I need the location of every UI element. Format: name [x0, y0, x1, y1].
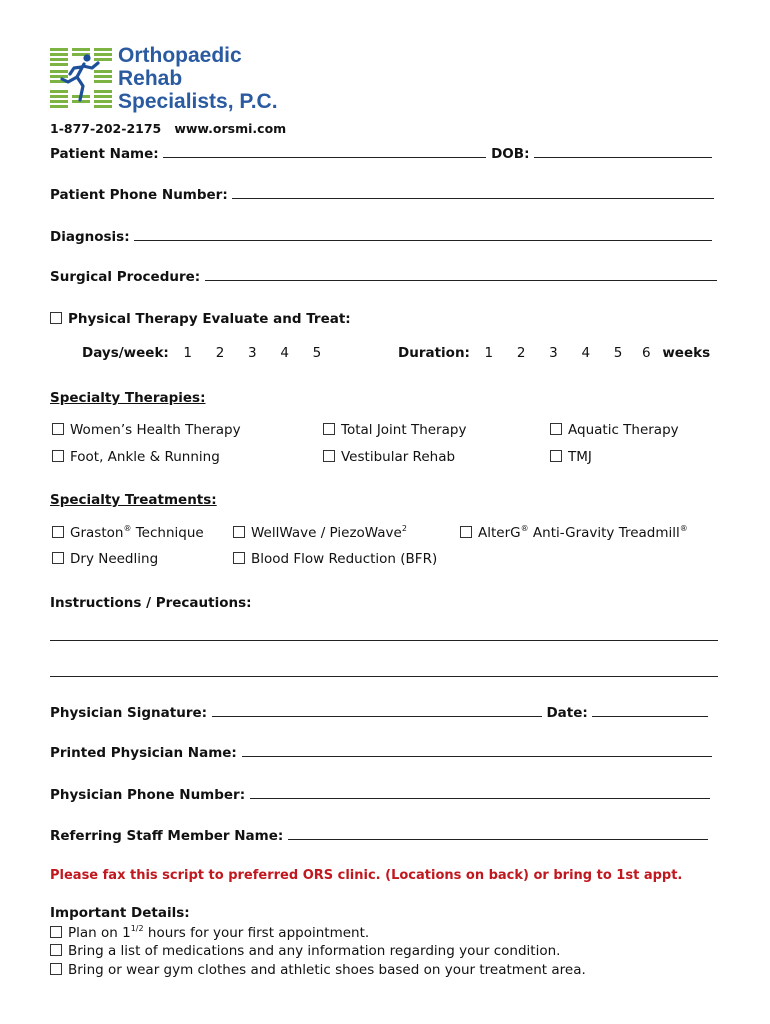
referring-label: Referring Staff Member Name:	[50, 828, 284, 844]
treatment-alterg[interactable]	[460, 524, 688, 541]
detail-text: Bring a list of medications and any information regarding your condition.	[68, 943, 561, 959]
therapy-option[interactable]	[550, 422, 679, 438]
treatment-checkbox[interactable]	[52, 526, 64, 538]
therapy-checkbox[interactable]	[323, 423, 335, 435]
fax-note: Please fax this script to preferred ORS clinic. (Locations on back) or bring to 1st appt.	[50, 868, 683, 883]
detail-item-clothes	[50, 962, 586, 978]
treatment-checkbox[interactable]	[233, 552, 245, 564]
date-label: Date:	[546, 705, 588, 721]
logo	[50, 44, 300, 116]
detail-checkbox[interactable]	[50, 944, 62, 956]
alterg-suffix: Anti-Gravity Treadmill	[528, 525, 680, 541]
therapy-label: Foot, Ankle & Running	[70, 449, 220, 465]
logo-line-3: Specialists, P.C.	[118, 90, 278, 113]
treatment-graston[interactable]	[52, 524, 204, 541]
physician-phone-label: Physician Phone Number:	[50, 787, 246, 803]
days-option[interactable]: 5	[312, 345, 322, 361]
weeks-label: weeks	[662, 345, 711, 361]
physician-signature-label: Physician Signature:	[50, 705, 208, 721]
patient-name-label: Patient Name:	[50, 146, 159, 162]
duration-label: Duration:	[398, 345, 470, 361]
therapy-checkbox[interactable]	[52, 450, 64, 462]
referring-row	[50, 827, 708, 844]
therapy-label: TMJ	[568, 449, 592, 465]
patient-name-row	[50, 145, 712, 162]
graston-label: Graston	[70, 525, 124, 541]
dob-field[interactable]	[534, 145, 712, 158]
logo-line-2: Rehab	[118, 67, 183, 90]
duration-option[interactable]: 3	[549, 345, 558, 361]
patient-phone-field[interactable]	[232, 186, 714, 199]
therapy-checkbox[interactable]	[52, 423, 64, 435]
therapy-label: Aquatic Therapy	[568, 422, 679, 438]
bfr-label: Blood Flow Reduction (BFR)	[251, 551, 438, 567]
registered-mark: ®	[520, 524, 529, 533]
days-option[interactable]: 3	[248, 345, 257, 361]
pt-row	[50, 311, 351, 327]
treatment-bfr[interactable]	[233, 551, 437, 567]
plan-suffix: hours for your first appointment.	[143, 925, 370, 941]
printed-name-row	[50, 744, 712, 761]
duration-option[interactable]: 2	[516, 345, 526, 361]
duration-option[interactable]: 1	[484, 345, 494, 361]
plan-prefix: Plan on 1	[68, 925, 131, 941]
diagnosis-row	[50, 228, 712, 245]
physician-phone-row	[50, 786, 710, 803]
plan-superscript: 1/2	[130, 924, 144, 933]
running-figure-logo-icon	[50, 44, 114, 114]
referring-field[interactable]	[288, 827, 708, 840]
patient-name-field[interactable]	[163, 145, 486, 158]
duration-option[interactable]: 4	[581, 345, 591, 361]
patient-phone-row	[50, 186, 714, 203]
printed-name-field[interactable]	[242, 744, 712, 757]
detail-item-plan	[50, 924, 369, 941]
treatment-checkbox[interactable]	[52, 552, 64, 564]
days-label: Days/week:	[82, 345, 169, 361]
diagnosis-label: Diagnosis:	[50, 229, 130, 245]
contact-line	[50, 121, 286, 136]
details-heading: Important Details:	[50, 905, 190, 921]
surgical-label: Surgical Procedure:	[50, 269, 201, 285]
registered-mark: ®	[123, 524, 132, 533]
treatments-heading: Specialty Treatments:	[50, 492, 217, 508]
clinic-website[interactable]: www.orsmi.com	[174, 121, 287, 136]
therapy-option[interactable]	[52, 422, 241, 438]
alterg-label: AlterG	[478, 525, 521, 541]
days-row	[82, 345, 341, 361]
superscript: 2	[401, 524, 407, 533]
pt-label: Physical Therapy Evaluate and Treat:	[68, 311, 351, 327]
physician-signature-row	[50, 704, 708, 721]
treatment-checkbox[interactable]	[460, 526, 472, 538]
surgical-field[interactable]	[205, 268, 717, 281]
duration-option[interactable]: 6	[642, 345, 651, 361]
surgical-row	[50, 268, 717, 285]
graston-suffix: Technique	[131, 525, 204, 541]
treatment-dry-needling[interactable]	[52, 551, 158, 567]
days-option[interactable]: 4	[280, 345, 289, 361]
dob-label: DOB:	[491, 146, 530, 162]
treatment-wellwave[interactable]	[233, 524, 407, 541]
instructions-line-1[interactable]	[50, 640, 718, 641]
therapy-option[interactable]	[52, 449, 220, 465]
clinic-phone: 1-877-202-2175	[50, 121, 162, 136]
detail-text: Bring or wear gym clothes and athletic shoes based on your treatment area.	[68, 962, 586, 978]
detail-checkbox[interactable]	[50, 963, 62, 975]
days-option[interactable]: 1	[183, 345, 193, 361]
therapy-checkbox[interactable]	[550, 450, 562, 462]
date-field[interactable]	[592, 704, 708, 717]
therapy-label: Total Joint Therapy	[341, 422, 467, 438]
treatment-checkbox[interactable]	[233, 526, 245, 538]
therapy-checkbox[interactable]	[550, 423, 562, 435]
pt-checkbox[interactable]	[50, 312, 62, 324]
wellwave-label: WellWave / PiezoWave	[251, 525, 402, 541]
physician-signature-field[interactable]	[212, 704, 542, 717]
days-option[interactable]: 2	[215, 345, 225, 361]
dry-needling-label: Dry Needling	[70, 551, 159, 567]
patient-phone-label: Patient Phone Number:	[50, 187, 228, 203]
duration-row	[398, 345, 710, 361]
therapies-heading: Specialty Therapies:	[50, 390, 206, 406]
physician-phone-field[interactable]	[250, 786, 710, 799]
instructions-label: Instructions / Precautions:	[50, 595, 252, 611]
instructions-line-2[interactable]	[50, 676, 718, 677]
registered-mark: ®	[679, 524, 688, 533]
therapy-checkbox[interactable]	[323, 450, 335, 462]
therapy-label: Vestibular Rehab	[341, 449, 456, 465]
detail-checkbox[interactable]	[50, 926, 62, 938]
therapy-label: Women’s Health Therapy	[70, 422, 241, 438]
printed-name-label: Printed Physician Name:	[50, 745, 237, 761]
therapy-option[interactable]	[550, 449, 592, 465]
logo-line-1: Orthopaedic	[118, 44, 242, 67]
therapy-option[interactable]	[323, 449, 455, 465]
therapy-option[interactable]	[323, 422, 466, 438]
detail-item-medications	[50, 943, 560, 959]
duration-option[interactable]: 5	[613, 345, 623, 361]
diagnosis-field[interactable]	[134, 228, 712, 241]
